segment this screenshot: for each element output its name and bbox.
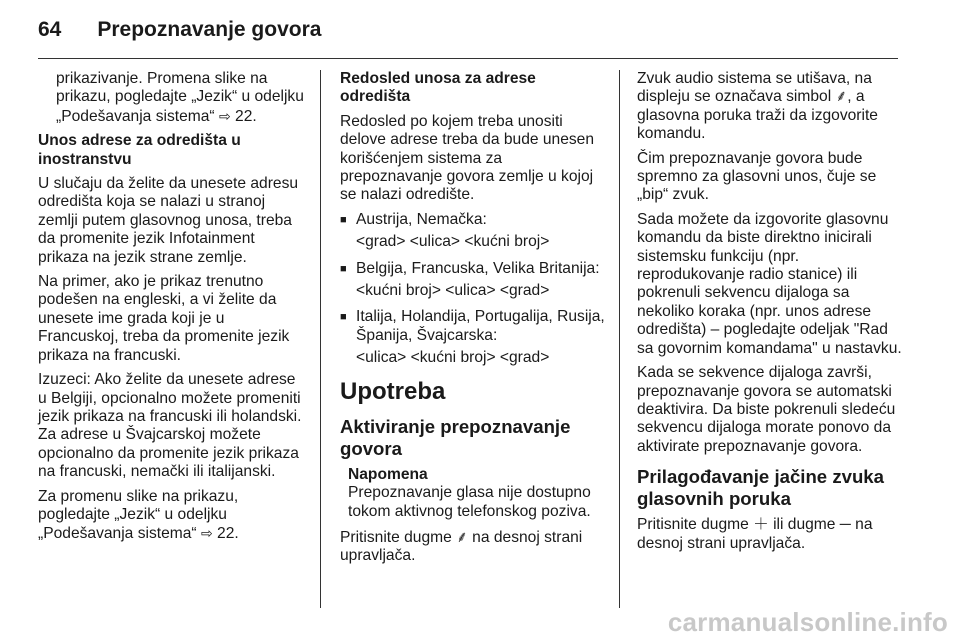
subsection-heading: Prilagođavanje jačine zvuka glasovnih poruka (637, 466, 884, 510)
paragraph: Zvuk audio sistema se utišava, na displeju se označava simbol ⸙, a glasovna poruka traži da izgovorite komandu. (637, 70, 878, 143)
column-1 (38, 70, 308, 550)
page-ref-icon: ⇨ (200, 525, 213, 542)
watermark: carmanualsonline.info (667, 607, 948, 637)
column-divider-2 (619, 70, 620, 608)
list-item-label: Belgija, Francuska, Velika Britanija: (356, 259, 600, 277)
note-title: Napomena (348, 465, 428, 483)
list-item (340, 308, 608, 345)
page-number: 64 (38, 18, 62, 41)
address-sequence: <kućni broj> <ulica> <grad> (356, 282, 550, 300)
column-3 (637, 70, 905, 559)
page-title: Prepoznavanje govora (97, 18, 322, 41)
paragraph: Sada možete da izgovorite glasovnu komandu da biste direktno inicirali sistemsku funkciju (npr. reprodukovanje radio stanice) ili pokrenuli sekvencu dijaloga sa nekoliko koraka (npr. unos adrese odredišta) – pogledajte odeljak "Rad sa govornim komandama" u nastavku. (637, 210, 902, 357)
column-2 (340, 70, 608, 572)
paragraph: U slučaju da želite da unesete adresu odredišta koja se nalazi u stranoj zemlji putem glasovnog unosa, treba da promenite jezik Infotainment prikaza na jezik strane zemlje. (38, 175, 299, 266)
intro-text: prikazivanje. Promena slike na prikazu, pogledajte „Jezik“ u odeljku „Podešavanja sistema“ (56, 70, 304, 125)
paragraph: Kada se sekvence dijaloga završi, prepoznavanje govora se automatski deaktivira. Da biste pokrenuli sledeću sekvencu dijaloga morate ponovo da aktivirate prepoznavanje govora. (637, 364, 896, 455)
subsection-heading: Aktiviranje prepoznavanje govora (340, 415, 571, 459)
list-item-label: Italija, Holandija, Portugalija, Rusija, Španija, Švajcarska: (356, 308, 605, 344)
header-divider (38, 58, 898, 59)
paragraph: Redosled po kojem treba unositi delove adrese treba da bude unesen korišćenjem sistema za prepoznavanje govora zemlje u kojoj se nalazi odredište. (340, 112, 595, 204)
paragraph: Pritisnite dugme ＋ ili dugme ─ na desnoj strani upravljača. (637, 516, 873, 552)
paragraph: Na primer, ako je prikaz trenutno podešen na engleski, a vi želite da unesete ime grada koji je u Francuskoj, treba da promenite jezik prikaza na francuski. (38, 273, 290, 364)
note-box (340, 466, 608, 521)
list-item-label: Austrija, Nemačka: (356, 210, 487, 228)
bullet-icon: ■ (340, 262, 347, 275)
bullet-icon: ■ (340, 311, 347, 324)
section-heading: Upotreba (340, 377, 446, 405)
subheading-address-order: Redosled unosa za adrese odredišta (340, 70, 536, 106)
list-item (340, 260, 608, 278)
paragraph: Pritisnite dugme ⸙ na desnoj strani upravljača. (340, 528, 583, 565)
note-text: Prepoznavanje glasa nije dostupno tokom aktivnog telefonskog poziva. (348, 484, 591, 520)
paragraph-ref: 22. (217, 525, 239, 543)
page-header (38, 18, 321, 48)
intro-ref: 22. (235, 107, 257, 125)
list-item (340, 211, 608, 229)
address-sequence: <grad> <ulica> <kućni broj> (356, 233, 550, 251)
paragraph-text: Za promenu slike na prikazu, pogledajte „Jezik“ u odeljku „Podešavanja sistema“ (38, 487, 239, 543)
intro-paragraph (38, 70, 308, 126)
subheading-foreign-address: Unos adrese za odredišta u inostranstvu (38, 132, 241, 168)
page-ref-icon: ⇨ (218, 107, 231, 124)
column-divider-1 (320, 70, 321, 608)
paragraph: Čim prepoznavanje govora bude spremno za glasovni unos, čuje se „bip“ zvuk. (637, 149, 877, 204)
address-sequence: <ulica> <kućni broj> <grad> (356, 349, 550, 367)
paragraph (38, 488, 308, 544)
bullet-icon: ■ (340, 213, 347, 226)
paragraph: Izuzeci: Ako želite da unesete adrese u Belgiji, opcionalno možete promeniti jezik prikaza na francuski ili holandski. Za adrese u Švajcarskoj možete opcionalno da promenite jezik prikaza na francuski, nemački ili italijanski. (38, 371, 302, 481)
